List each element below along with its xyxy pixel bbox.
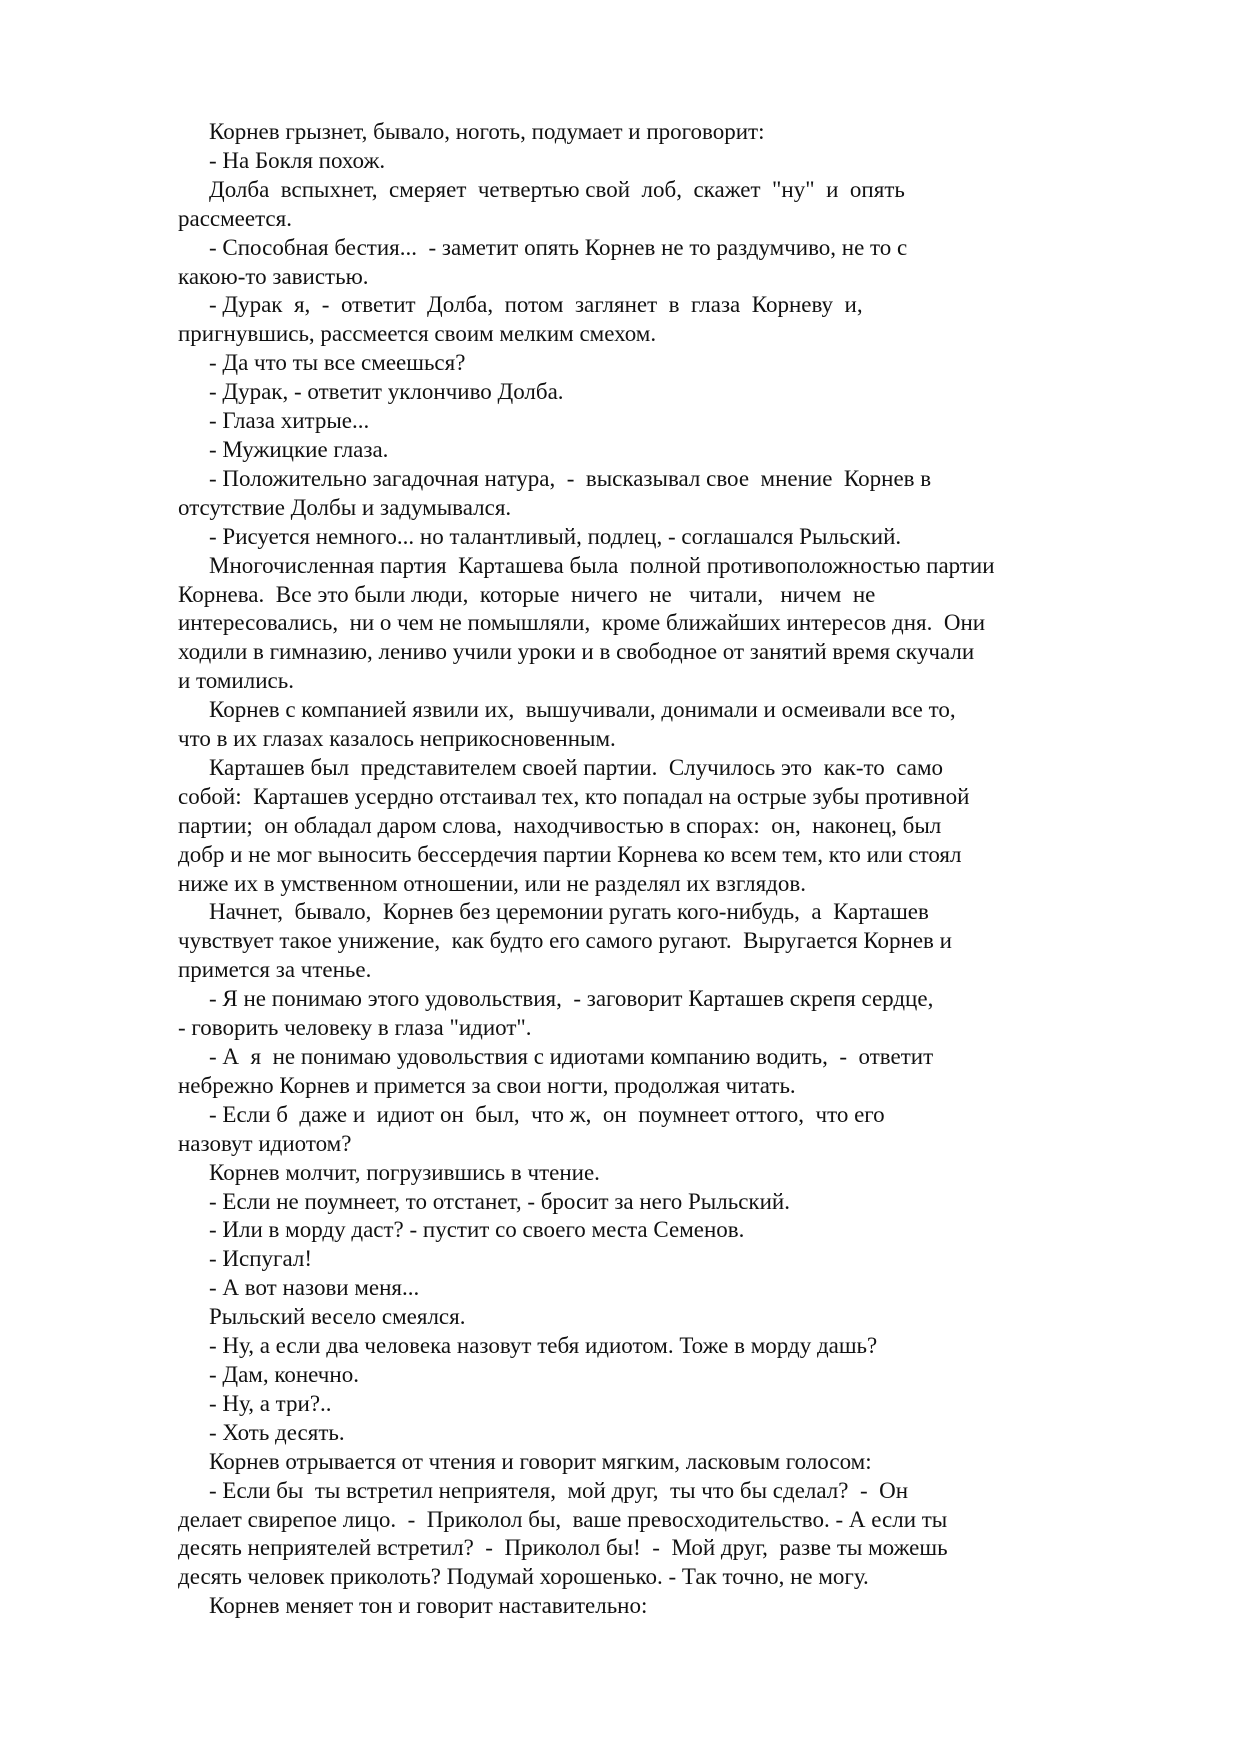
paragraph: Карташев был представителем своей партии. Случилось это как-то само собой: Карташев усердно отстаивал тех, кто попадал на острые зубы противной партии; он обладал даром слова, находчивостью в спорах: он, наконец, был добр и не мог выносить бессердечия партии Корнева ко всем тем, кто или стоял ниже их в умственном отношении, или не разделял их взглядов.: [178, 754, 970, 896]
paragraph: Корнев отрывается от чтения и говорит мягким, ласковым голосом:: [209, 1448, 872, 1474]
paragraph: - Мужицкие глаза.: [209, 436, 389, 462]
paragraph: - Ну, а три?..: [209, 1390, 332, 1416]
paragraph: - Если не поумнеет, то отстанет, - бросит за него Рыльский.: [209, 1188, 790, 1214]
paragraph: - Хоть десять.: [209, 1419, 345, 1445]
paragraph: - Да что ты все смеешься?: [209, 350, 466, 376]
paragraph: - На Бокля похож.: [209, 147, 386, 173]
paragraph: Корнев грызнет, бывало, ноготь, подумает и проговорит:: [209, 119, 765, 144]
paragraph: Рыльский весело смеялся.: [209, 1304, 466, 1330]
paragraph: Корнев молчит, погрузившись в чтение.: [209, 1159, 600, 1185]
paragraph: - А я не понимаю удовольствия с идиотами компанию водить, - ответит небрежно Корнев и примется за свои ногти, продолжая читать.: [178, 1044, 934, 1098]
paragraph: Долба вспыхнет, смеряет четвертью свой лоб, скажет "ну" и опять рассмеется.: [178, 176, 905, 231]
paragraph: - А вот назови меня...: [209, 1275, 420, 1301]
paragraph: - Или в морду даст? - пустит со своего места Семенов.: [209, 1217, 745, 1243]
paragraph: - Я не понимаю этого удовольствия, - заговорит Карташев скрепя сердце, - говорить человеку в глаза "идиот".: [178, 986, 934, 1041]
paragraph: - Дурак, - ответит уклончиво Долба.: [209, 379, 564, 405]
paragraph: Корнев меняет тон и говорит наставительно:: [209, 1593, 648, 1619]
paragraph: - Рисуется немного... но талантливый, подлец, - соглашался Рыльский.: [209, 523, 902, 549]
paragraph: - Способная бестия... - заметит опять Корнев не то раздумчиво, не то с какою-то завистью.: [178, 234, 908, 289]
paragraph: - Положительно загадочная натура, - высказывал свое мнение Корнев в отсутствие Долбы и задумывался.: [178, 465, 932, 520]
paragraph: - Испугал!: [209, 1246, 313, 1272]
paragraph: - Ну, а если два человека назовут тебя идиотом. Тоже в морду дашь?: [209, 1333, 878, 1359]
paragraph: Начнет, бывало, Корнев без церемонии ругать кого-нибудь, а Карташев чувствует такое унижение, как будто его самого ругают. Выругается Корнев и примется за чтенье.: [178, 899, 952, 983]
paragraph: Корнев с компанией язвили их, вышучивали, донимали и осмеивали все то, что в их глазах казалось неприкосновенным.: [178, 697, 956, 752]
paragraph: Многочисленная партия Карташева была полной противоположностью партии Корнева. Все это были люди, которые ничего не читали, ничем не интересовались, ни о чем не помышляли, кроме ближайших интересов дня. Они ходили в гимназию, лениво учили уроки и в свободное от занятий время скучали и томились.: [178, 552, 995, 694]
paragraph: - Глаза хитрые...: [209, 408, 370, 434]
paragraph: - Если бы ты встретил неприятеля, мой друг, ты что бы сделал? - Он делает свирепое лицо. - Приколол бы, ваше превосходительство. - А если ты десять неприятелей встретил? - Приколол бы! - Мой друг, разве ты можешь десять человек приколоть? Подумай хорошенько. - Так точно, не могу.: [178, 1477, 948, 1590]
book-page: [178, 118, 1078, 1621]
paragraph: - Дам, конечно.: [209, 1361, 359, 1387]
paragraph: - Если б даже и идиот он был, что ж, он поумнеет оттого, что его назовут идиотом?: [178, 1101, 885, 1156]
paragraph: - Дурак я, - ответит Долба, потом заглянет в глаза Корневу и, пригнувшись, рассмеется своим мелким смехом.: [178, 292, 863, 347]
